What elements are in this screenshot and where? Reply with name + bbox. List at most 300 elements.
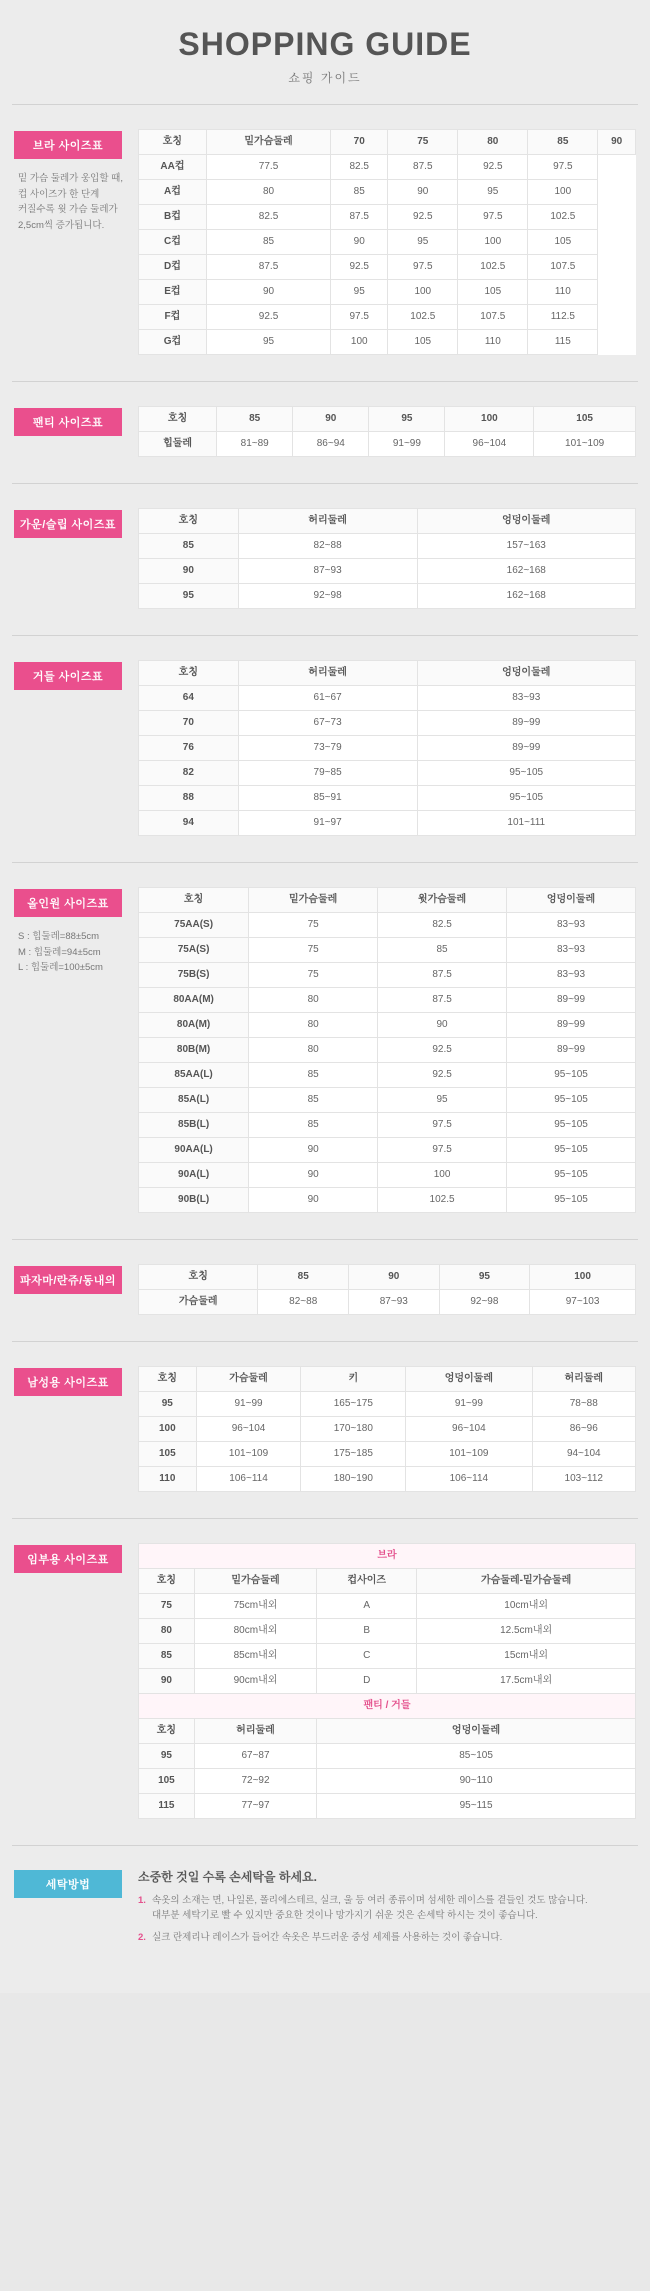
table-cell: 115: [528, 330, 598, 355]
table-cell: 110: [528, 280, 598, 305]
table-row: [139, 1038, 636, 1063]
column-header: 70: [331, 130, 388, 155]
row-header-cell: G컵: [139, 330, 207, 355]
row-header-cell: 75AA(S): [139, 913, 249, 938]
table-cell: 106~114: [406, 1467, 532, 1492]
table-row: [139, 736, 636, 761]
table-cell: 97.5: [388, 255, 458, 280]
table-cell: 86~94: [293, 432, 369, 457]
size-table: [138, 1366, 636, 1492]
table-row: [139, 913, 636, 938]
table-cell: 175~185: [301, 1442, 406, 1467]
row-header-cell: A컵: [139, 180, 207, 205]
table-cell: 87~93: [238, 559, 417, 584]
table-cell: 85~91: [238, 786, 417, 811]
table-row: [139, 1013, 636, 1038]
section-tag: 파자마/란쥬/동내의: [14, 1266, 122, 1294]
table-cell: 95~105: [507, 1063, 636, 1088]
section-table-col: [132, 129, 636, 355]
size-chart-section: [0, 105, 650, 359]
section-tag: 거들 사이즈표: [14, 662, 122, 690]
table-header-row: [139, 407, 636, 432]
table-cell: 80cm내외: [194, 1619, 316, 1644]
column-header: 75: [388, 130, 458, 155]
table-cell: 85: [139, 1644, 195, 1669]
table-cell: 95~105: [417, 761, 635, 786]
maternity-table: [138, 1543, 636, 1819]
table-row: [139, 1594, 636, 1619]
column-header: 호칭: [139, 1569, 195, 1594]
table-cell: 91~99: [406, 1392, 532, 1417]
row-header-cell: 110: [139, 1467, 197, 1492]
table-cell: 86~96: [532, 1417, 635, 1442]
table-cell: 85: [249, 1113, 378, 1138]
table-cell: A: [317, 1594, 417, 1619]
column-header: 컵사이즈: [317, 1569, 417, 1594]
column-header: 90: [598, 130, 636, 155]
table-row: [139, 1417, 636, 1442]
table-cell: 92.5: [378, 1063, 507, 1088]
table-row: [139, 1392, 636, 1417]
column-header: 호칭: [139, 888, 249, 913]
table-cell: 97.5: [528, 155, 598, 180]
section-note-line: S : 힙둘레=88±5cm: [18, 931, 100, 942]
row-header-cell: 80AA(M): [139, 988, 249, 1013]
table-cell: 107.5: [458, 305, 528, 330]
size-chart-sections: [0, 105, 650, 1519]
table-cell: 78~88: [532, 1392, 635, 1417]
column-header: 105: [534, 407, 636, 432]
table-cell: 87.5: [331, 205, 388, 230]
table-row: [139, 1113, 636, 1138]
table-cell: 97.5: [378, 1113, 507, 1138]
table-cell: 75: [249, 963, 378, 988]
table-cell: 96~104: [196, 1417, 301, 1442]
column-header: 엉덩이둘레: [406, 1367, 532, 1392]
section-label-col: [14, 508, 132, 538]
table-cell: 67~73: [238, 711, 417, 736]
section-tag-maternity: 임부용 사이즈표: [14, 1545, 122, 1573]
table-cell: 110: [458, 330, 528, 355]
wash-item-list: [138, 1893, 636, 1946]
table-cell: 82~88: [238, 534, 417, 559]
table-row: [139, 330, 636, 355]
column-header: 90: [349, 1265, 440, 1290]
row-header-cell: 85AA(L): [139, 1063, 249, 1088]
row-header-cell: 90B(L): [139, 1188, 249, 1213]
table-cell: B: [317, 1619, 417, 1644]
table-cell: 95~105: [507, 1163, 636, 1188]
table-cell: 101~111: [417, 811, 635, 836]
table-cell: 89~99: [417, 711, 635, 736]
row-header-cell: 85B(L): [139, 1113, 249, 1138]
column-header: 100: [530, 1265, 636, 1290]
column-header: 85: [528, 130, 598, 155]
table-cell: 180~190: [301, 1467, 406, 1492]
column-header: 허리둘레: [238, 661, 417, 686]
table-cell: 96~104: [445, 432, 534, 457]
size-table: [138, 508, 636, 609]
maternity-panty-subtitle: 팬티 / 거들: [139, 1694, 636, 1719]
table-cell: 73~79: [238, 736, 417, 761]
row-header-cell: 90: [139, 559, 239, 584]
row-header-cell: 75A(S): [139, 938, 249, 963]
table-cell: 101~109: [406, 1442, 532, 1467]
table-cell: 83~93: [507, 963, 636, 988]
size-chart-section: [0, 1342, 650, 1496]
table-cell: 67~87: [194, 1744, 316, 1769]
table-cell: 91~99: [196, 1392, 301, 1417]
section-tag: 팬티 사이즈표: [14, 408, 122, 436]
table-row: [139, 584, 636, 609]
section-label-col: [14, 1264, 132, 1294]
table-cell: 85: [249, 1063, 378, 1088]
table-row: [139, 255, 636, 280]
wash-item-line: 대부분 세탁기로 빨 수 있지만 중요한 것이나 망가지기 쉬운 것은 손세탁 하시는 것이 좋습니다.: [152, 1910, 538, 1922]
section-note-line: M : 힙둘레=94±5cm: [18, 946, 101, 958]
table-cell: 90: [206, 280, 330, 305]
table-cell: 12.5cm내외: [417, 1619, 636, 1644]
column-header: 80: [458, 130, 528, 155]
size-chart-section: [0, 484, 650, 613]
column-header: 허리둘레: [532, 1367, 635, 1392]
table-cell: 81~89: [217, 432, 293, 457]
table-cell: 15cm내외: [417, 1644, 636, 1669]
size-chart-section: [0, 863, 650, 1217]
row-header-cell: 115: [139, 1794, 195, 1819]
table-cell: 100: [528, 180, 598, 205]
table-cell: 92~98: [238, 584, 417, 609]
table-cell: 97.5: [378, 1138, 507, 1163]
maternity-bra-subtitle: 브라: [139, 1544, 636, 1569]
table-row: [139, 1669, 636, 1694]
maternity-bra-subtitle-row: [139, 1544, 636, 1569]
table-cell: 95~105: [507, 1088, 636, 1113]
table-cell: 92.5: [458, 155, 528, 180]
column-header: 호칭: [139, 1719, 195, 1744]
table-row: [139, 963, 636, 988]
table-cell: 80: [139, 1619, 195, 1644]
table-cell: 103~112: [532, 1467, 635, 1492]
table-row: [139, 711, 636, 736]
wash-item-line: 실크 란제리나 레이스가 들어간 속옷은 부드러운 중성 세제를 사용하는 것이 좋습니다.: [152, 1932, 503, 1944]
table-cell: 90: [388, 180, 458, 205]
row-header-cell: 105: [139, 1442, 197, 1467]
row-header-cell: 100: [139, 1417, 197, 1442]
size-table: [138, 129, 636, 355]
column-header: 90: [293, 407, 369, 432]
column-header: 호칭: [139, 130, 207, 155]
table-row: [139, 180, 636, 205]
table-cell: 95~105: [417, 786, 635, 811]
table-cell: 102.5: [458, 255, 528, 280]
table-cell: 80: [206, 180, 330, 205]
column-header: 허리둘레: [194, 1719, 316, 1744]
row-header-cell: 80B(M): [139, 1038, 249, 1063]
column-header: 밑가슴둘레: [206, 130, 330, 155]
table-cell: 90: [249, 1138, 378, 1163]
wash-item-line: 속옷의 소재는 면, 나일론, 폴리에스테르, 실크, 울 등 여러 종류이며 섬세한 레이스를 곁들인 것도 많습니다.: [152, 1895, 588, 1906]
column-header: 가슴둘레: [196, 1367, 301, 1392]
column-header: 가슴둘레-밑가슴둘레: [417, 1569, 636, 1594]
table-cell: 61~67: [238, 686, 417, 711]
page-header: [0, 0, 650, 104]
maternity-tables: [132, 1543, 636, 1819]
size-table: [138, 887, 636, 1213]
table-row: [139, 280, 636, 305]
row-header-cell: 85: [139, 534, 239, 559]
table-cell: 85: [378, 938, 507, 963]
size-chart-section: [0, 382, 650, 461]
table-row: [139, 1644, 636, 1669]
table-row: [139, 786, 636, 811]
column-header: 100: [445, 407, 534, 432]
table-cell: 82~88: [258, 1290, 349, 1315]
column-header: 엉덩이둘레: [417, 661, 635, 686]
table-cell: 100: [378, 1163, 507, 1188]
table-cell: 94~104: [532, 1442, 635, 1467]
column-header: 윗가슴둘레: [378, 888, 507, 913]
wash-label-col: [14, 1868, 132, 1898]
row-header-cell: 105: [139, 1769, 195, 1794]
wash-item-number: 2.: [138, 1932, 146, 1944]
table-row: [139, 1744, 636, 1769]
section-table-col: [132, 887, 636, 1213]
table-cell: 95: [378, 1088, 507, 1113]
table-cell: 162~168: [417, 559, 635, 584]
row-header-cell: D컵: [139, 255, 207, 280]
row-header-cell: 95: [139, 1392, 197, 1417]
section-tag: 남성용 사이즈표: [14, 1368, 122, 1396]
table-row: [139, 1163, 636, 1188]
table-cell: 75cm내외: [194, 1594, 316, 1619]
row-header-cell: E컵: [139, 280, 207, 305]
table-cell: 92.5: [206, 305, 330, 330]
row-header-cell: 82: [139, 761, 239, 786]
wash-body: [132, 1868, 636, 1953]
table-cell: 91~97: [238, 811, 417, 836]
section-note-line: 커질수록 윗 가슴 둘레가: [18, 204, 118, 216]
table-header-row: [139, 888, 636, 913]
table-cell: 85: [206, 230, 330, 255]
column-header: 엉덩이둘레: [507, 888, 636, 913]
table-cell: 90cm내외: [194, 1669, 316, 1694]
row-header-cell: 85A(L): [139, 1088, 249, 1113]
section-label-col: [14, 406, 132, 436]
table-header-row: [139, 130, 636, 155]
table-row: [139, 432, 636, 457]
table-row: [139, 534, 636, 559]
table-cell: 92.5: [388, 205, 458, 230]
table-cell: 83~93: [417, 686, 635, 711]
table-row: [139, 155, 636, 180]
row-header-cell: 힙둘레: [139, 432, 217, 457]
table-cell: 75: [249, 938, 378, 963]
table-cell: 10cm내외: [417, 1594, 636, 1619]
section-tag-wash: 세탁방법: [14, 1870, 122, 1898]
row-header-cell: 90AA(L): [139, 1138, 249, 1163]
size-table: [138, 1264, 636, 1315]
table-cell: 101~109: [534, 432, 636, 457]
table-row: [139, 1467, 636, 1492]
row-header-cell: AA컵: [139, 155, 207, 180]
section-maternity: [0, 1519, 650, 1823]
table-cell: 97.5: [331, 305, 388, 330]
table-cell: 105: [528, 230, 598, 255]
column-header: 호칭: [139, 661, 239, 686]
table-row: [139, 1794, 636, 1819]
table-cell: 102.5: [388, 305, 458, 330]
table-cell: 87.5: [206, 255, 330, 280]
table-cell: 17.5cm내외: [417, 1669, 636, 1694]
table-row: [139, 1290, 636, 1315]
row-header-cell: 76: [139, 736, 239, 761]
section-label-col: [14, 660, 132, 690]
table-cell: 101~109: [196, 1442, 301, 1467]
table-cell: 95~105: [507, 1113, 636, 1138]
size-table: [138, 406, 636, 457]
table-cell: 102.5: [378, 1188, 507, 1213]
row-header-cell: B컵: [139, 205, 207, 230]
table-cell: 157~163: [417, 534, 635, 559]
table-cell: 89~99: [507, 988, 636, 1013]
section-note: [14, 171, 132, 234]
table-row: [139, 305, 636, 330]
section-table-col: [132, 1264, 636, 1315]
table-row: [139, 559, 636, 584]
row-header-cell: 90A(L): [139, 1163, 249, 1188]
wash-item-number: 1.: [138, 1895, 146, 1906]
row-header-cell: 64: [139, 686, 239, 711]
row-header-cell: 75B(S): [139, 963, 249, 988]
table-cell: 90~110: [317, 1769, 636, 1794]
table-cell: 75: [249, 913, 378, 938]
table-cell: 80: [249, 988, 378, 1013]
table-cell: 91~99: [369, 432, 445, 457]
section-label-col: [14, 887, 132, 976]
column-header: 호칭: [139, 407, 217, 432]
table-cell: 106~114: [196, 1467, 301, 1492]
table-header-row: [139, 1265, 636, 1290]
table-cell: D: [317, 1669, 417, 1694]
column-header: 밑가슴둘레: [194, 1569, 316, 1594]
table-cell: 85: [249, 1088, 378, 1113]
table-cell: 83~93: [507, 913, 636, 938]
size-table: [138, 660, 636, 836]
row-header-cell: 95: [139, 584, 239, 609]
table-cell: 107.5: [528, 255, 598, 280]
table-cell: 95: [331, 280, 388, 305]
table-cell: 83~93: [507, 938, 636, 963]
table-cell: 112.5: [528, 305, 598, 330]
table-cell: 90: [378, 1013, 507, 1038]
table-cell: 92.5: [378, 1038, 507, 1063]
section-note-line: 컵 사이즈가 한 단계: [18, 188, 100, 200]
table-cell: 165~175: [301, 1392, 406, 1417]
section-table-col: [132, 1366, 636, 1492]
table-cell: 170~180: [301, 1417, 406, 1442]
column-header: 95: [439, 1265, 530, 1290]
table-cell: 87.5: [378, 988, 507, 1013]
wash-item: [138, 1930, 636, 1945]
table-header-row: [139, 661, 636, 686]
table-cell: 75: [139, 1594, 195, 1619]
table-cell: 85: [331, 180, 388, 205]
section-note-line: 밑 가슴 둘레가 웅입할 때,: [18, 173, 123, 184]
wash-item-text: [152, 1893, 636, 1923]
table-cell: 90: [249, 1188, 378, 1213]
table-row: [139, 1619, 636, 1644]
table-cell: 72~92: [194, 1769, 316, 1794]
table-cell: 105: [458, 280, 528, 305]
column-header: 허리둘레: [238, 509, 417, 534]
row-header-cell: 94: [139, 811, 239, 836]
table-cell: 89~99: [507, 1013, 636, 1038]
section-table-col: [132, 508, 636, 609]
table-cell: 95: [388, 230, 458, 255]
wash-title: 소중한 것일 수록 손세탁을 하세요.: [138, 1870, 317, 1884]
row-header-cell: 가슴둘레: [139, 1290, 258, 1315]
table-cell: 90: [331, 230, 388, 255]
column-header: 호칭: [139, 509, 239, 534]
table-cell: 95~115: [317, 1794, 636, 1819]
table-cell: 85~105: [317, 1744, 636, 1769]
table-cell: 77.5: [206, 155, 330, 180]
table-cell: 100: [331, 330, 388, 355]
table-cell: 77~97: [194, 1794, 316, 1819]
size-chart-section: [0, 1240, 650, 1319]
table-cell: 89~99: [507, 1038, 636, 1063]
maternity-bra-header-row: [139, 1569, 636, 1594]
table-row: [139, 1188, 636, 1213]
table-cell: 95~105: [507, 1188, 636, 1213]
table-cell: C: [317, 1644, 417, 1669]
row-header-cell: F컵: [139, 305, 207, 330]
table-cell: 80: [249, 1038, 378, 1063]
table-cell: 87.5: [388, 155, 458, 180]
table-cell: 89~99: [417, 736, 635, 761]
table-cell: 105: [388, 330, 458, 355]
table-cell: 82.5: [378, 913, 507, 938]
page-title: SHOPPING GUIDE: [178, 26, 472, 62]
maternity-panty-header-row: [139, 1719, 636, 1744]
table-cell: 82.5: [331, 155, 388, 180]
table-row: [139, 1138, 636, 1163]
table-cell: 95~105: [507, 1138, 636, 1163]
section-wash-method: [0, 1846, 650, 1963]
table-header-row: [139, 509, 636, 534]
table-row: [139, 230, 636, 255]
maternity-panty-subtitle-row: [139, 1694, 636, 1719]
table-cell: 79~85: [238, 761, 417, 786]
table-row: [139, 811, 636, 836]
section-note-line: 2,5cm씩 증가됩니다.: [18, 220, 105, 232]
row-header-cell: 88: [139, 786, 239, 811]
column-header: 엉덩이둘레: [417, 509, 635, 534]
table-cell: 95: [206, 330, 330, 355]
table-row: [139, 1769, 636, 1794]
table-cell: 92~98: [439, 1290, 530, 1315]
section-note-line: L : 힙둘레=100±5cm: [18, 962, 103, 974]
table-cell: 85cm내외: [194, 1644, 316, 1669]
table-header-row: [139, 1367, 636, 1392]
column-header: 밑가슴둘레: [249, 888, 378, 913]
table-cell: 87.5: [378, 963, 507, 988]
section-table-col: [132, 660, 636, 836]
wash-item: [138, 1893, 636, 1923]
table-row: [139, 686, 636, 711]
column-header: 키: [301, 1367, 406, 1392]
